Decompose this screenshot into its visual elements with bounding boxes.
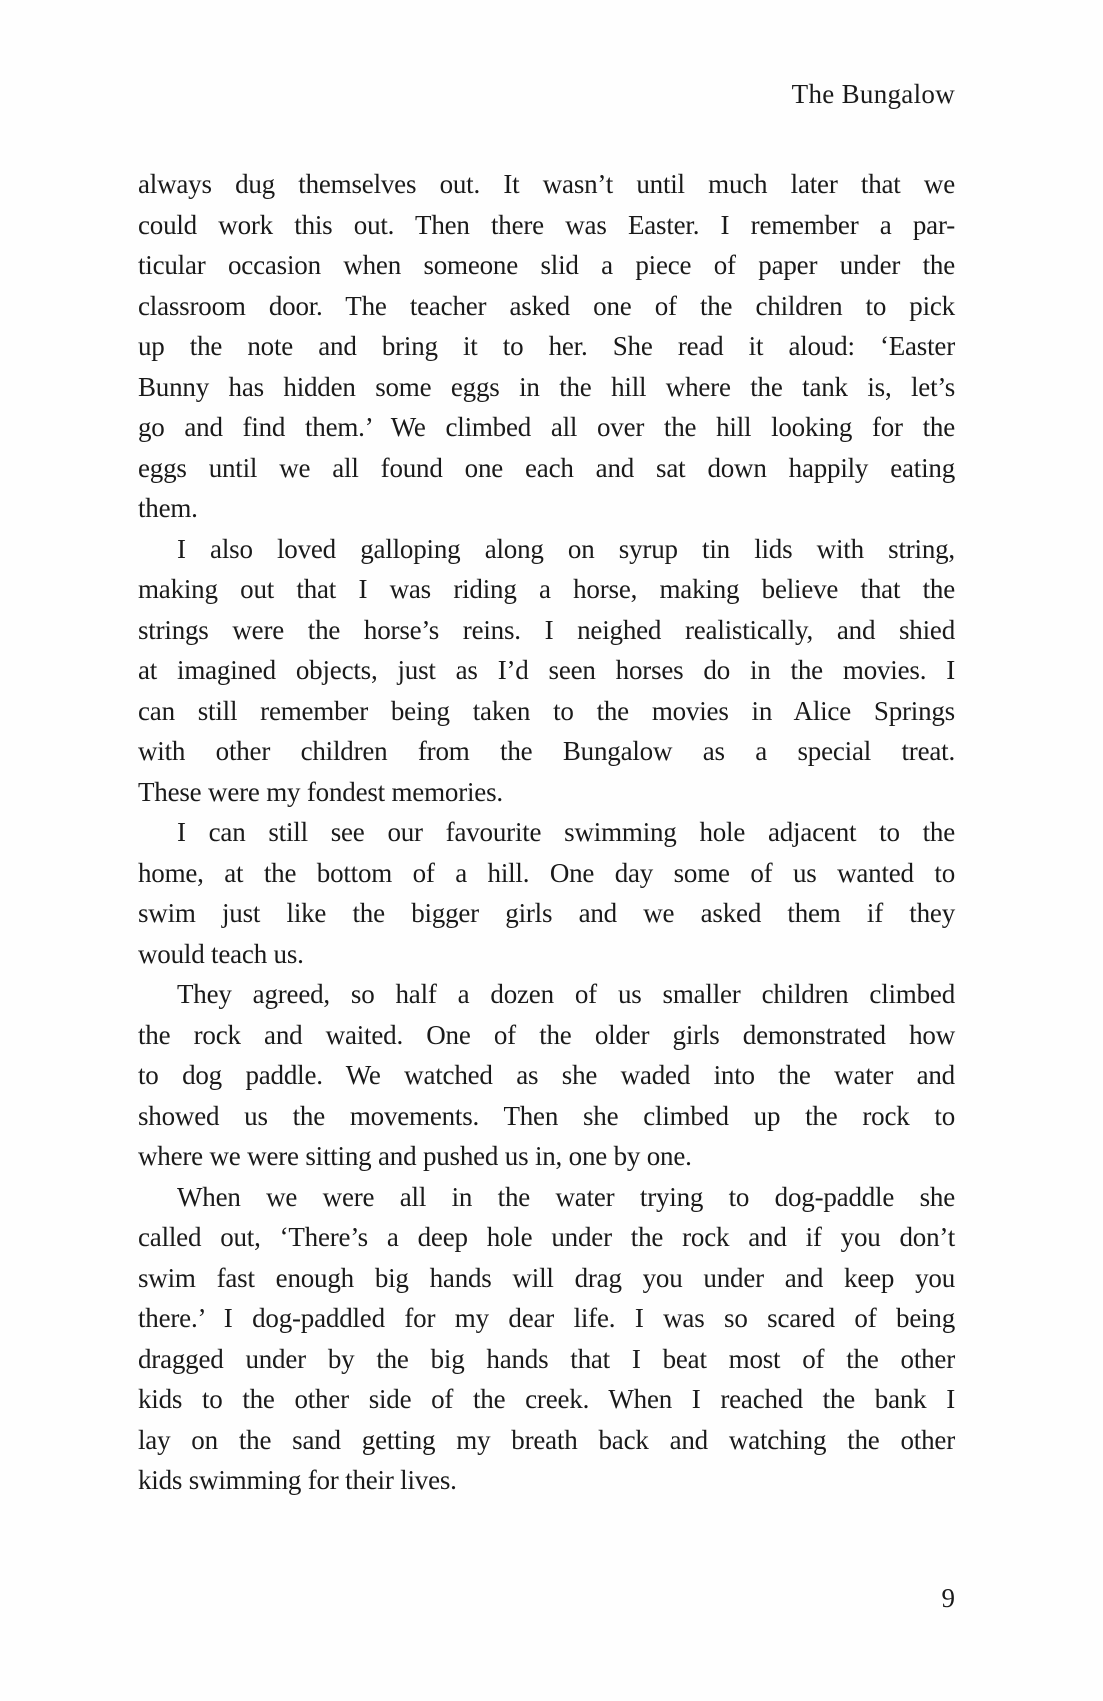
text-line: swim just like the bigger girls and we asked them if they	[138, 898, 955, 928]
paragraph	[138, 974, 955, 1177]
text-line: dragged under by the big hands that I beat most of the other	[138, 1343, 955, 1374]
text-line: I can still see our favourite swimming hole adjacent to the	[177, 817, 955, 847]
text-line: classroom door. The teacher asked one of the children to pick	[138, 290, 955, 321]
text-line: to dog paddle. We watched as she waded into the water and	[138, 1060, 955, 1090]
paragraph	[138, 1177, 955, 1501]
text-line: eggs until we all found one each and sat down happily eating	[138, 452, 955, 483]
text-line: always dug themselves out. It wasn’t until much later that we	[138, 169, 955, 199]
text-line: can still remember being taken to the movies in Alice Springs	[138, 695, 955, 726]
text-line: ticular occasion when someone slid a piece of paper under the	[138, 250, 955, 280]
text-line: them.	[138, 493, 198, 523]
text-line: called out, ‘There’s a deep hole under the rock and if you don’t	[138, 1222, 955, 1252]
text-line: with other children from the Bungalow as a special treat.	[138, 736, 955, 766]
text-line: swim fast enough big hands will drag you under and keep you	[138, 1262, 955, 1293]
page-number: 9	[941, 1583, 955, 1613]
text-line: there.’ I dog-paddled for my dear life. I was so scared of being	[138, 1303, 955, 1333]
text-line: could work this out. Then there was Easter. I remember a par-	[138, 209, 955, 240]
text-line: would teach us.	[138, 938, 304, 969]
text-line: home, at the bottom of a hill. One day some of us wanted to	[138, 857, 955, 888]
text-line: Bunny has hidden some eggs in the hill where the tank is, let’s	[138, 371, 955, 402]
text-line: where we were sitting and pushed us in, one by one.	[138, 1141, 692, 1171]
paragraph	[138, 164, 955, 529]
text-line: go and find them.’ We climbed all over the hill looking for the	[138, 412, 955, 442]
text-line: up the note and bring it to her. She read it aloud: ‘Easter	[138, 331, 955, 361]
text-line: lay on the sand getting my breath back and watching the other	[138, 1424, 955, 1455]
text-line: showed us the movements. Then she climbed up the rock to	[138, 1100, 955, 1131]
text-line: the rock and waited. One of the older girls demonstrated how	[138, 1019, 955, 1050]
text-line: They agreed, so half a dozen of us smaller children climbed	[177, 979, 955, 1009]
text-line: strings were the horse’s reins. I neighed realistically, and shied	[138, 614, 955, 645]
text-line: I also loved galloping along on syrup tin lids with string,	[177, 533, 955, 564]
running-head: The Bungalow	[791, 79, 955, 109]
body-text	[138, 164, 955, 1501]
text-line: These were my fondest memories.	[138, 776, 503, 807]
text-line: When we were all in the water trying to dog-paddle she	[177, 1181, 955, 1212]
paragraph	[138, 812, 955, 974]
paragraph	[138, 529, 955, 813]
text-line: at imagined objects, just as I’d seen horses do in the movies. I	[138, 655, 955, 685]
text-line: kids swimming for their lives.	[138, 1465, 457, 1495]
text-line: kids to the other side of the creek. When I reached the bank I	[138, 1384, 955, 1414]
text-line: making out that I was riding a horse, making believe that the	[138, 574, 955, 604]
